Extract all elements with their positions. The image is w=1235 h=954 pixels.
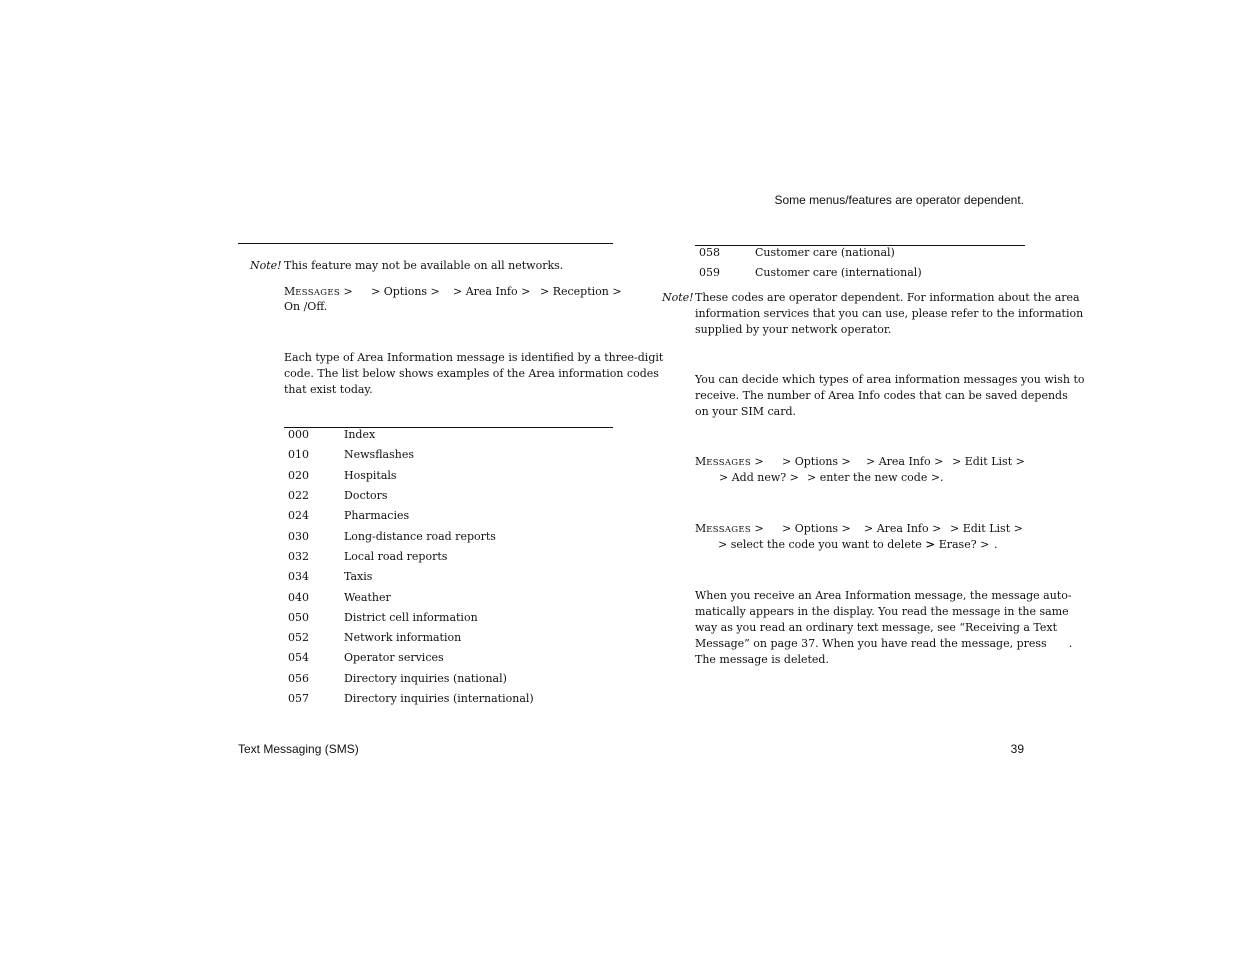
menu-enter-code: > enter the new code >: [807, 471, 941, 484]
table-row: 034 Taxis: [288, 570, 373, 584]
table-row: 058 Customer care (national): [699, 246, 895, 260]
footer-section-title: Text Messaging (SMS): [238, 742, 359, 756]
menu-path-reception: MESSAGES >: [284, 285, 353, 298]
table-row: 022 Doctors: [288, 489, 388, 503]
table-row: 030 Long-distance road reports: [288, 529, 496, 543]
table-row: 050 District cell information: [288, 610, 478, 624]
decide-paragraph: You can decide which types of area information messages you wish to receive. The number of Area Info codes that can be saved depends on your SIM card.: [695, 373, 1085, 418]
note-label: Note!: [662, 291, 694, 304]
operator-dependent-note: Some menus/features are operator dependent.: [774, 193, 1024, 207]
menu-select-code: > select the code you want to delete >: [718, 538, 935, 551]
menu-options: > Options >: [371, 285, 440, 298]
divider: [238, 243, 613, 244]
menu-end: .: [994, 538, 998, 551]
menu-area-info: > Area Info >: [864, 522, 942, 535]
intro-paragraph: Each type of Area Information message is identified by a three-digit code. The list below shows examples of the Area information codes that exist today.: [284, 351, 664, 396]
table-row: 020 Hospitals: [288, 468, 397, 482]
menu-path-add: MESSAGES >: [695, 455, 764, 468]
menu-erase: > Erase? >: [926, 538, 990, 551]
page-number: 39: [1010, 742, 1024, 756]
menu-path-erase: MESSAGES >: [695, 522, 764, 535]
table-row: 040 Weather: [288, 590, 391, 604]
menu-on-off: On /Off.: [284, 300, 328, 313]
menu-options: > Options >: [782, 455, 851, 468]
menu-edit-list: > Edit List >: [952, 455, 1025, 468]
menu-add-new: > Add new? >: [719, 471, 799, 484]
menu-reception: > Reception >: [540, 285, 622, 298]
table-row: 054 Operator services: [288, 651, 444, 665]
table-row: 052 Network information: [288, 631, 462, 645]
note-text: This feature may not be available on all networks.: [284, 259, 564, 272]
menu-area-info: > Area Info >: [866, 455, 944, 468]
receive-paragraph: When you receive an Area Information message, the message auto- matically appears in the display. You read the message in the same way as you read an ordinary text message, see “Receiving a Text Message” on page 37. When you have read the message, press . The message is deleted.: [695, 589, 1073, 666]
table-row: 024 Pharmacies: [288, 509, 410, 523]
menu-area-info: > Area Info >: [453, 285, 531, 298]
table-row: 056 Directory inquiries (national): [288, 671, 507, 685]
table-row: 010 Newsflashes: [288, 448, 414, 462]
note-label: Note!: [250, 259, 282, 272]
menu-end: .: [940, 471, 944, 484]
note-text: These codes are operator dependent. For information about the area information services that you can use, please refer to the information supplied by your network operator.: [695, 291, 1084, 336]
area-codes-table-continued: [695, 243, 922, 284]
table-row: 059 Customer care (international): [699, 266, 922, 280]
table-row: 057 Directory inquiries (international): [288, 692, 534, 705]
area-codes-table: [284, 425, 534, 709]
table-row: 000 Index: [288, 428, 376, 442]
table-row: 032 Local road reports: [288, 549, 448, 563]
menu-edit-list: > Edit List >: [950, 522, 1023, 535]
menu-options: > Options >: [782, 522, 851, 535]
